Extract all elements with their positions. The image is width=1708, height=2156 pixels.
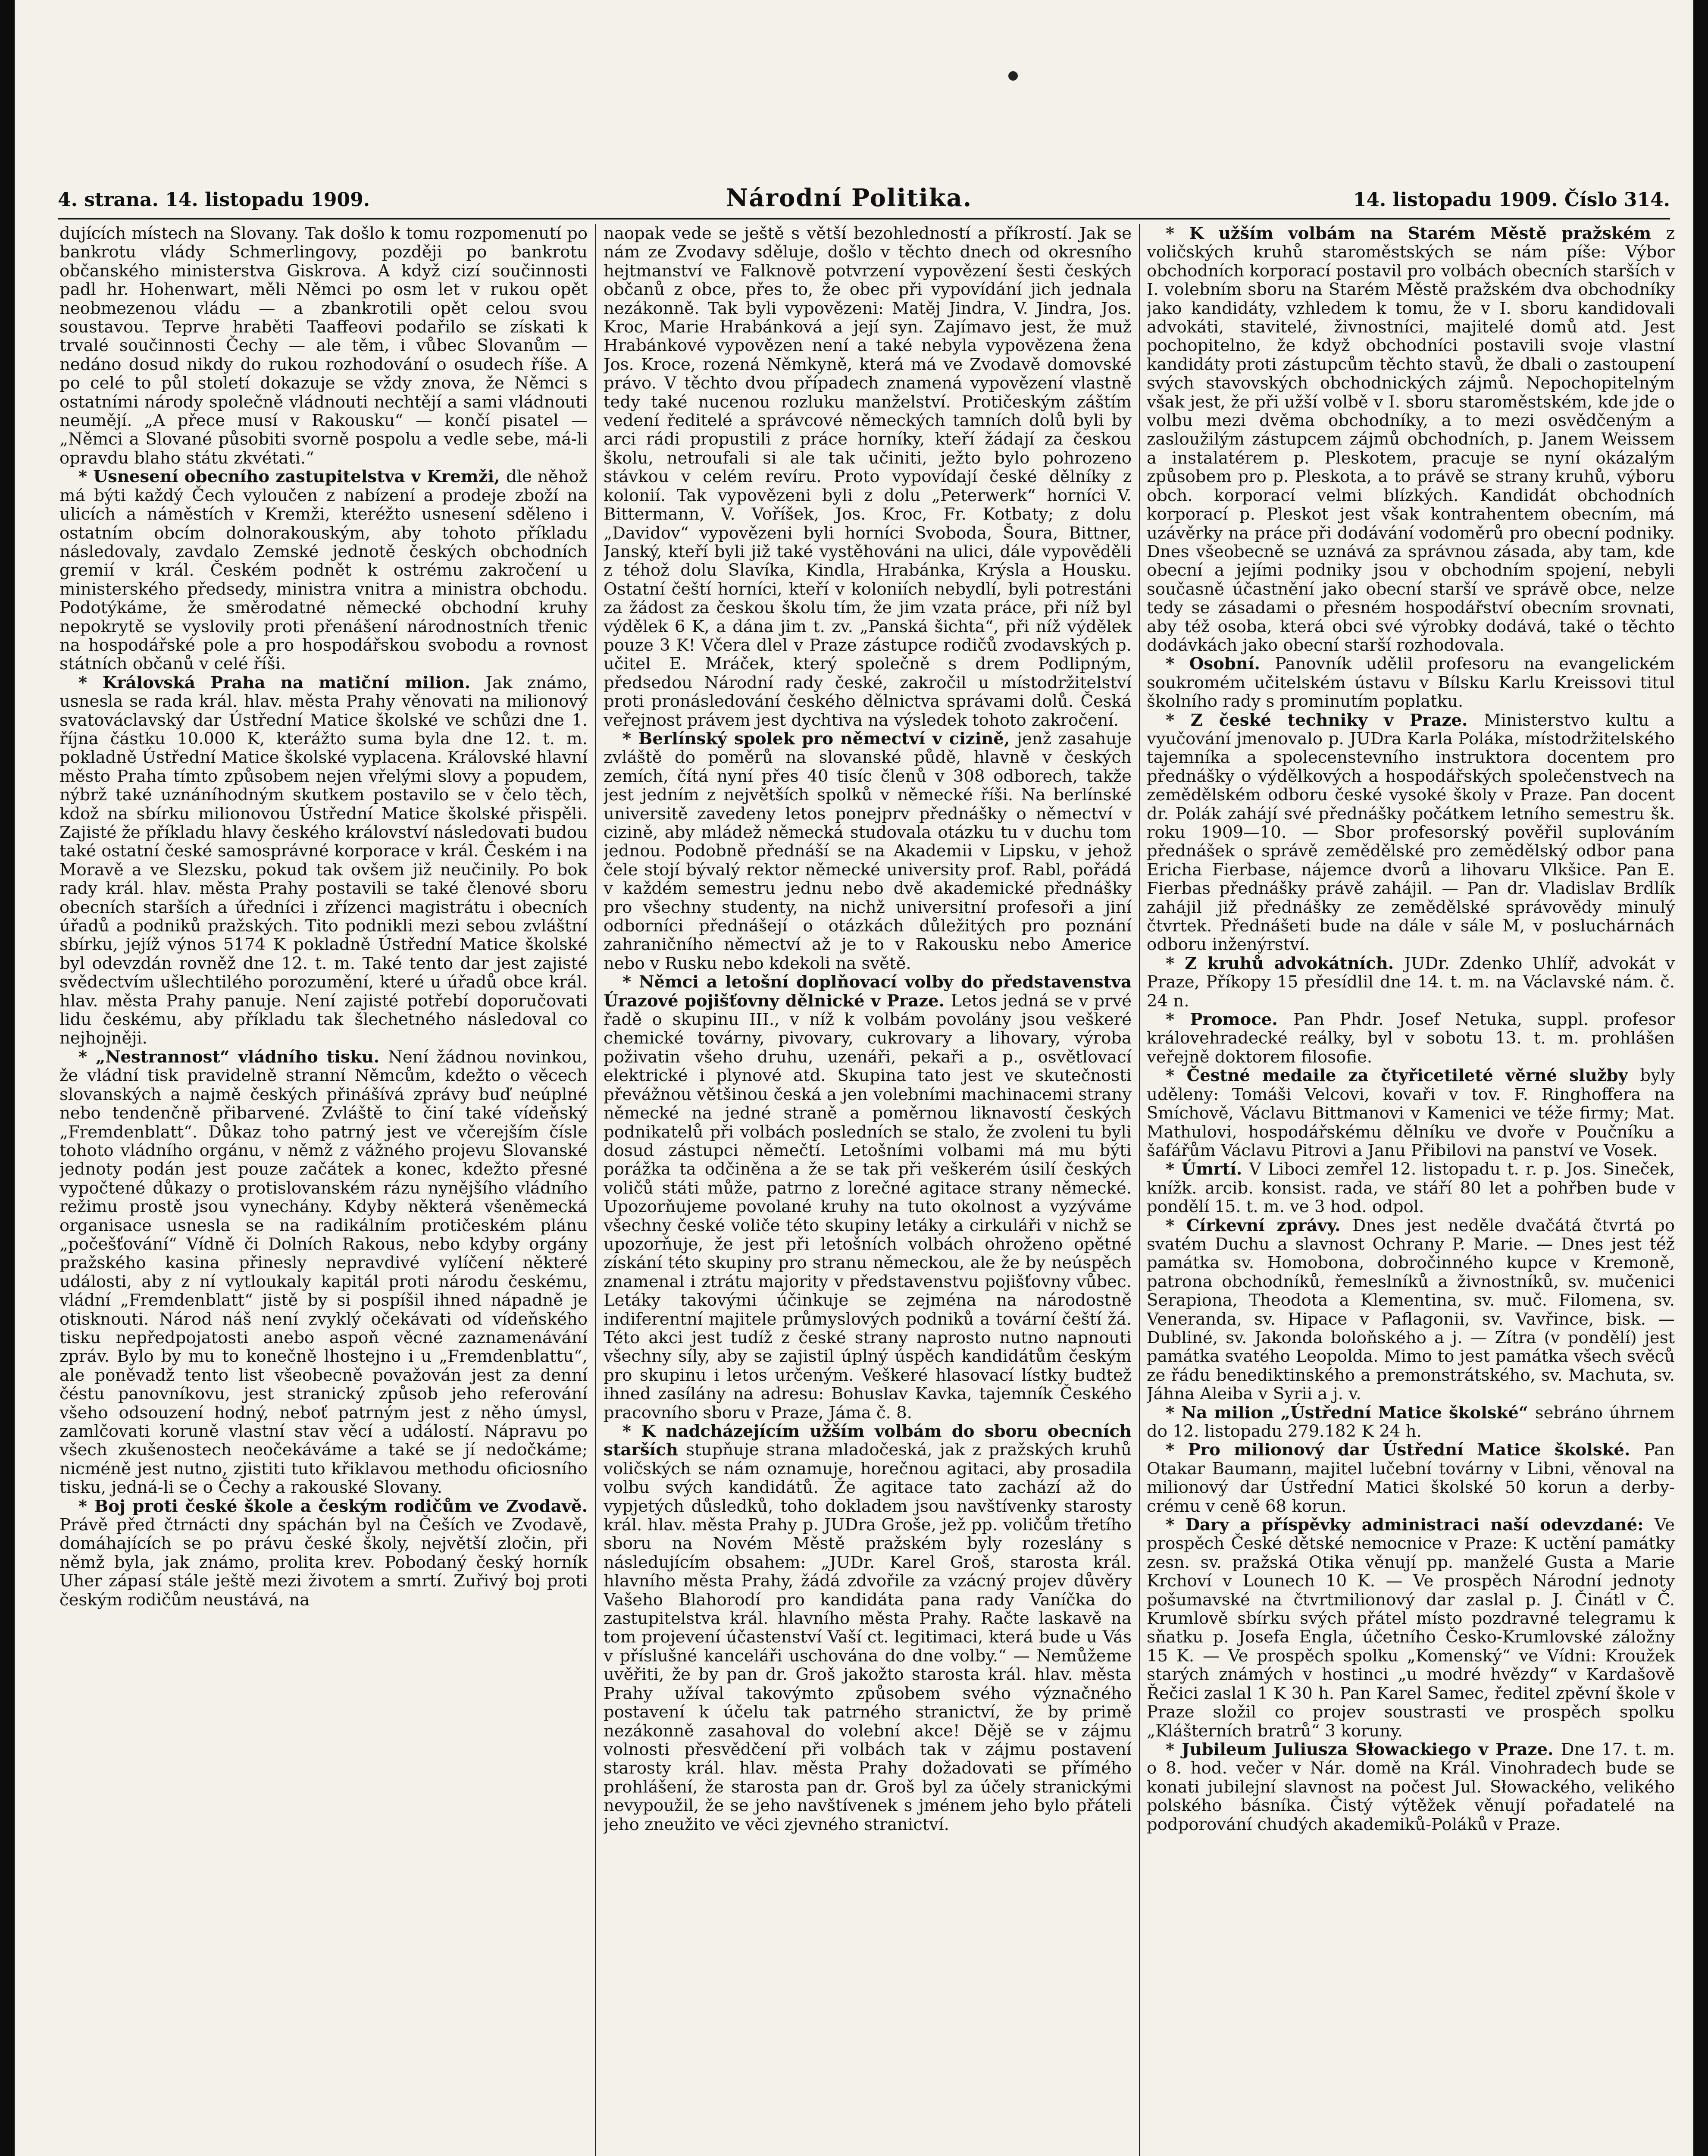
article-body: Jak známo, usnesla se rada král. hlav. města Prahy věnovati na milionový svatováclavský dar Ústřední Matice školské ve schůzi dne 1. října částku 10.000 K, kterážto suma byla dne 12. t. m. pokladně Ústřední Matice školské vyplacena. Královské hlavní město Praha tímto způsobem nejen vřelými slovy a popudem, nýbrž také uznáníhodným skutkem postavilo se v čelo těch, kdož na sbírku milionovou Ústřední Matice školské přispěli. Zajisté že příkladu hlavy českého království následovati budou také ostatní české samosprávné korporace v král. Českém i na Moravě a ve Slezsku, pokud tak ovšem již neučinily. Po bok rady král. hlav. města Prahy postavili se také členové sboru obecních starších a úředníci i zřízenci magistrátu i obecních úřadů a podniků pražských. Tito podnikli mezi sebou zvláštní sbírku, jejíž výnos 5174 K pokladně Ústřední Matice školské byl odevzdán rovněž dne 12. t. m. Také tento dar jest zajisté svědectvím ušlechtilého porozumění, které u úřadů obce král. hlav. města Prahy panuje. Není zajisté potřebí doporučovati lidu českému, aby příkladu tak šlechetného následoval co nejhojněji. [59, 673, 588, 1048]
header-rule [58, 218, 1670, 219]
column-divider [1139, 224, 1140, 2156]
ink-spot [1008, 71, 1018, 81]
article [1147, 1066, 1675, 1160]
article [59, 467, 588, 673]
article [1147, 224, 1675, 655]
article-headline: * Církevní zprávy. [1166, 1216, 1353, 1235]
newspaper-page [15, 0, 1693, 2156]
article-body: Ministerstvo kultu a vyučování jmenovalo p. JUDra Karla Poláka, místodržitelského tajemníka a spolecenstevního instruktora docentem pro přednášky o výdělkových a hospodářských společenstvech na zemědělském odboru české vysoké školy v Praze. Pan docent dr. Polák zahájí své přednášky počátkem letního semestru šk. roku 1909—10. — Sbor profesorský pověřil suplováním přednášek o správě zemědělské pro zemědělský odbor pana Ericha Fierbase, nájemce dvorů a lihovaru Vlkšice. Pan E. Fierbas přednášky právě zahájil. — Pan dr. Vladislav Brdlík zahájil již přednášky ze zemědělské správovědy minulý čtvrtek. Přednášeti bude na dále v sále M, v posluchárnách odboru inženýrství. [1147, 710, 1675, 955]
article [59, 1048, 588, 1497]
article [1147, 1010, 1675, 1066]
article-body: Dnes jest neděle dvačátá čtvrtá po svatém Duchu a slavnost Ochrany P. Marie. — Dnes jest též památka sv. Homobona, dobročinného kupce v Kremoně, patrona obchodníků, řemeslníků a živnostníků, sv. mučenici Serapiona, Theodota a Klementina, sv. muč. Filomena, sv. Veneranda, sv. Hipace v Paflagonii, sv. Vavřince, bisk. — Dubliné, sv. Jakonda boloňského a j. — Zítra (v pondělí) jest památka svatého Leopolda. Mimo to jest památka všech svěců ze řádu benediktinského a premonstrátského, sv. Machuta, sv. Jáhna Aleiba v Syrii a j. v. [1147, 1216, 1675, 1404]
article [1147, 1516, 1675, 1740]
column-2 [604, 224, 1132, 2156]
article-body: Pan Otakar Baumann, majitel lučební továrny v Libni, věnoval na milionový dar Ústřední Matici školské 50 korun a derby-crému v ceně 68 korun. [1147, 1440, 1675, 1516]
article-body: Pan Phdr. Josef Netuka, suppl. profesor královehradecké reálky, byl v sobotu 13. t. m. prohlášen veřejně doktorem filosofie. [1147, 1010, 1675, 1067]
scan-border-left [0, 0, 15, 2156]
article [1147, 954, 1675, 1010]
page-header [58, 181, 1670, 216]
article-headline: * Berlínský spolek pro němectví v cizině, [623, 729, 1017, 749]
article-body: Právě před čtrnácti dny spáchán byl na Češích ve Zvodavě, domáhajících se po právu české školy, největší zločin, při němž byla, jak známo, prolita krev. Pobodaný český horník Uher zápasí stále ještě mezi životem a smrtí. Zuřivý boj proti českým rodičům neustává, na [59, 1515, 588, 1610]
article-headline: * Němci a letošní doplňovací volby do představenstva Úrazové pojišťovny dělnické v Praze. [604, 972, 1132, 1011]
article-body: naopak vede se ještě s větší bezohledností a příkrostí. Jak se nám ze Zvodavy sděluje, došlo v těchto dnech od okresního hejtmanství ve Falknově potvrzení vypovězení šesti českých občanů z obce, přes to, že obec při vypovídání jich jednala nezákonně. Tak byli vypovězeni: Matěj Jindra, V. Jindra, Jos. Kroc, Marie Hrabánková a její syn. Zajímavo jest, že muž Hrabánkové vypovězen není a také nebyla vypovězena žena Jos. Kroce, rozená Němkyně, která má ve Zvodavě domovské právo. V těchto dvou případech znamená vypovězení vlastně tedy také nucenou rozluku manželství. Protičeským záštím vedení ředitelé a správcové německých tamních dolů byli by arci rádi propustili z práce horníky, kteří žádají za českou školu, netroufali si ale tak učiniti, ježto bylo pohrozeno stávkou v celém revíru. Proto vypovídají české dělníky z kolonií. Tak vypovězeni byli z dolu „Peterwerk“ horníci V. Bittermann, V. Voříšek, Jos. Kroc, Fr. Kotbaty; z dolu „Davidov“ vypovězeni byli horníci Svoboda, Šoura, Bittner, Janský, kteří byli již také vystěhováni na ulici, dále vypověděli z téhož dolu Slavíka, Kindla, Hrabánka, Krýsla a Housku. Ostatní čeští horníci, kteří v koloniích nebydlí, byli potrestáni za žádost za českou školu tím, že jim vzata práce, při níž byl výdělek 6 K, a dána jim t. zv. „Panská šichta“, při níž výdělek pouze 3 K! Včera dlel v Praze zástupce rodičů zvodavských p. učitel E. Mráček, který společně s drem Podlipným, předsedou Národní rady české, zakročil u místodržitelství proti pronásledování českého dělnictva správami dolů. Česká veřejnost právem jest dychtiva na výsledek tohoto zakročení. [604, 224, 1132, 730]
header-issue-info: 14. listopadu 1909. Číslo 314. [1353, 189, 1670, 211]
article-headline: * Pro milionový dar Ústřední Matice školské. [1166, 1440, 1644, 1460]
article-headline: * Královská Praha na matiční milion. [78, 673, 486, 693]
article [59, 224, 588, 467]
article-body: Letos jedná se v prvé řadě o skupinu III., v níž k volbám povolány jsou veškeré chemické továrny, pivovary, cukrovary a lihovary, výroba poživatin všeho druhu, uzenáři, pekaři a p., osvětlovací elektrické i plynové atd. Skupina tato jest ve skutečnosti převážnou většinou česká a jen volebními machinacemi strany německé na jedné straně a poměrnou liknavostí českých podnikatelů při volbách posledních se stalo, že zvoleni tu byli dosud zástupci němečtí. Letošními volbami má mu býti porážka ta odčiněna a že se tak při veškerém úsilí českých voličů státi může, patrno z lorečné agitace strany německé. Upozorňujeme povolané kruhy na tuto okolnost a vyzýváme všechny české voliče této skupiny letáky a cirkuláři v nichž se upozorňuje, že jest při letošních volbách ohroženo opětné získání této skupiny pro stranu německou, ale že by neúspěch znamenal i ztrátu majority v představenstvu pojišťovny vůbec. Letáky takovými účinkuje se zejména na národostně indiferentní majitele průmyslových podniků a tovární čeští žá. Této akci jest tudíž z české strany naprosto nutno napnouti všechny síly, aby se zajistil úplný úspěch kandidátům českým pro skupinu i letos určeným. Veškeré hlasovací lístky budtež ihned zasílány na adresu: Bohuslav Kavka, tajemník Českého pracovního sboru v Praze, Jáma č. 8. [604, 991, 1132, 1423]
article [1147, 1404, 1675, 1441]
article-headline: * „Nestrannost“ vládního tisku. [78, 1047, 388, 1067]
article-body: Panovník udělil profesoru na evangelickém soukromém učitelském ústavu v Bílsku Karlu Kreissovi titul školního rady s prominutím poplatku. [1147, 654, 1675, 711]
article-headline: * Z české techniky v Praze. [1166, 710, 1484, 730]
article [1147, 711, 1675, 954]
article-headline: * Usnesení obecního zastupitelstva v Kremži, [78, 467, 506, 487]
article-body: stupňuje strana mladočeská, jak z pražských kruhů voličských se nám oznamuje, horečnou agitaci, aby prosadila volbu svých kandidátů. Že agitace tato zachází až do vypjetých důsledků, toho dokladem jsou navštívenky starosty král. hlav. města Prahy p. JUDra Groše, jež pp. voličům třetího sboru na Novém Městě pražském byly rozeslány s následujícím obsahem: „JUDr. Karel Groš, starosta král. hlavního města Prahy, žádá zdvořile za vzácný projev důvěry Vašeho Blahorodí pro kandidáta pana rady Vaníčka do zastupitelstva král. hlavního města Prahy. Račte laskavě na tom projevení účastenství Vaší ct. legitimaci, která bude u Vás v příslušné kanceláři uschována do dne volby.“ — Nemůžeme uvěřiti, že by pan dr. Groš jakožto starosta král. hlav. města Prahy užíval takovýmto způsobem svého význačného postavení k účelu tak patrného stranictví, že by primě nezákonně zasahoval do volební akce! Dějě se v zájmu volnosti přesvědčení při volbách tak v zájmu postavení starosty král. hlav. města Prahy dožadovati se přímého prohlášení, že starosta pan dr. Groš byl za účely stranickými nevypoužil, že se jeho navštívenek s jménem jeho bylo přáteli jeho zneužito ve věci zjevného stranictví. [604, 1440, 1132, 1834]
article [59, 674, 588, 1048]
article-body: byly uděleny: Tomáši Velcovi, kovaři v tov. F. Ringhoffera na Smíchově, Václavu Bittmanovi v Kamenici ve téže firmy; Mat. Mathulovi, hospodářskému dělníku ve dvoře v Poučníku a šafářům Václavu Pitrovi a Janu Přibilovi na panství ve Vosek. [1147, 1066, 1675, 1160]
column-1 [59, 224, 588, 2156]
article [604, 730, 1132, 973]
article-body: dle něhož má býti každý Čech vyloučen z nabízení a prodeje zboží na ulicích a náměstích v Kremži, kteréžto usnesení sděleno i ostatním obcím dolnorakouským, aby tohoto příkladu následovaly, zavdalo Zemské jednotě českých obchodních gremií v král. Českém podnět k ostrému zakročení u ministerského předsedy, ministra vnitra a ministra obchodu. Podotýkáme, že směrodatné německé obchodní kruhy nepokrytě se vyslovily proti přenášení národnostních třenic na hospodářské pole a pro hospodářskou svobodu a rovnost státních občanů v celé říši. [59, 467, 588, 674]
header-page-info: 4. strana. 14. listopadu 1909. [58, 189, 370, 211]
article-body: sebráno úhrnem do 12. listopadu 279.182 K 24 h. [1147, 1403, 1675, 1441]
article [604, 224, 1132, 730]
article [1147, 1441, 1675, 1516]
article-headline: * Boj proti české škole a českým rodičům ve Zvodavě. [78, 1496, 588, 1516]
article [1147, 655, 1675, 711]
article-headline: * Na milion „Ústřední Matice školské“ [1166, 1403, 1535, 1423]
article-headline: * K nadcházejícím užším volbám do sboru obecních starších [604, 1422, 1132, 1460]
article [59, 1497, 588, 1609]
article-body: Ve prospěch České dětské nemocnice v Praze: K uctění památky zesn. sv. pražská Otika věnují pp. manželé Gusta a Marie Krchoví v Lounech 10 K. — Ve prospěch Národní jednoty pošumavské na čtvrtmilionový dar zaslal p. J. Činátl v Č. Krumlově sbírku svých přátel místo pozdravné telegramu k sňatku p. Josefa Engla, účetního Česko-Krumlovské záložny 15 K. — Ve prospěch spolku „Komenský“ ve Vídni: Kroužek starých známých v hostinci „u modré hvězdy“ v Kardašově Řečici zaslal 1 K 30 h. Pan Karel Samec, ředitel zpěvní škole v Praze složil co projev soustrasti ve prospěch spolku „Klášterních bratrů“ 3 koruny. [1147, 1515, 1675, 1741]
scan-border-right [1693, 0, 1708, 2156]
article-body: jenž zasahuje zvláště do poměrů na slovanské půdě, hlavně v českých zemích, čítá nyní přes 40 tisíc členů v 308 odborech, takže jest jedním z největších spolků v německé říši. Na berlínské universitě zavedeny letos ponejprv přednášky o němectví v cizině, aby mládež německá studovala otázku tu v duchu tom jednou. Podobně přednáší se na Akademii v Lipsku, v jehož čele stojí bývalý rektor německé university prof. Rabl, pořádá v každém semestru jednu nebo dvě akademické přednášky pro všechny studenty, na nichž universitní profesoři a jiní odborníci přednášejí o otázkách důležitých pro poznání zahraničního němectví až je to v Rakousku nebo Americe nebo v Rusku nebo kdekoli na světě. [604, 729, 1132, 973]
article-headline: * Promoce. [1166, 1010, 1294, 1030]
article-body: JUDr. Zdenko Uhlíř, advokát v Praze, Příkopy 15 přesídlil dne 14. t. m. na Václavské nám. č. 24 n. [1147, 953, 1675, 1011]
article-headline: * Jubileum Juliusza Słowackiego v Praze. [1166, 1739, 1561, 1759]
article [1147, 1216, 1675, 1404]
article-body: Dne 17. t. m. o 8. hod. večer v Nár. domě na Král. Vinohradech bude se konati jubilejní slavnost na počest Jul. Słowackého, velikého polského básníka. Čistý výtěžek věnují pořadatelé na podporování chudých akademiků-Poláků v Praze. [1147, 1739, 1675, 1834]
article-headline: * Osobní. [1166, 654, 1275, 674]
masthead-title: Národní Politika. [726, 184, 973, 212]
article [604, 973, 1132, 1422]
article-headline: * Čestné medaile za čtyřicetileté věrné služby [1166, 1066, 1640, 1086]
article-headline: * K užším volbám na Starém Městě pražském [1166, 224, 1666, 243]
article-headline: * Úmrtí. [1166, 1159, 1249, 1179]
article [1147, 1160, 1675, 1216]
column-3 [1147, 224, 1675, 2156]
article-body: dujících místech na Slovany. Tak došlo k tomu rozpomenutí po bankrotu vlády Schmerlingovy, později po bankrotu občanského ministerstva Giskrova. A když cizí součinnosti padl hr. Hohenwart, měli Němci po osm let v rukou opět neobmezenou vládu — a zbankrotili opět celou svou soustavou. Teprve hraběti Taaffeovi podařilo se získati k trvalé součinnosti Čechy — ale těm, i vůbec Slovanům — nedáno dosud nikdy do rukou rozhodování o osudech říše. A po celé to půl století dokazuje se vždy znova, že Němci s ostatními národy společně vládnouti nechtějí a sami vládnouti neumějí. „A přece musí v Rakousku“ — končí pisatel — „Němci a Slované působiti svorně pospolu a vedle sebe, má-li opravdu blaho státu zkvétati.“ [59, 224, 588, 468]
column-divider [595, 224, 596, 2156]
article [1147, 1740, 1675, 1834]
article-headline: * Dary a příspěvky administraci naší odevzdané: [1166, 1515, 1655, 1535]
article-headline: * Z kruhů advokátních. [1166, 953, 1405, 973]
article-body: Není žádnou novinkou, že vládní tisk pravidelně stranní Němcům, kdežto o věcech slovanských a najmě českých přinášívá zprávy buď neúplné nebo tendenčně přibarvené. Zvláště to činí také vídeňský „Fremdenblatt“. Důkaz toho patrný jest ve včerejším čísle tohoto vládního orgánu, v němž z vážného projevu Slovanské jednoty podán jest pouze začátek a konec, kdežto přesné vypočtené důkazy o protislovanském rázu nynějšího vládního režimu prostě jsou vynechány. Kdyby některá všeněmecká organisace usnesla se na radikálním protičeském plánu „počešťování“ Vídně či Dolních Rakous, nebo kdyby orgány pražského kasina přinesly nepravdivé vylíčení některé události, aby z ní vytloukaly kapitál proti národu českému, vládní „Fremdenblatt“ jistě by si pospíšil ihned nápadně je otisknouti. Národ náš není zvyklý očekávati od vídeňského tisku nepředpojatosti anebo aspoň věcné zaznamenávání zpráv. Bylo by mu to konečně lhostejno i u „Fremdenblattu“, ale poněvadž tento list všeobecně považován jest za denní čéstu panovníkovu, jest stranický způsob jeho referování všeho odsouzení hodný, neboť patrným jest z něho úmysl, zamlčovati koruně vlastní stav věcí a událostí. Nápravu po všech zkušenostech neočekáváme a také se jí nedočkáme; nicméně jest nutno, zjistiti tuto křiklavou methodu oficiosního tisku, jedná-li se o Čechy a rakouské Slovany. [59, 1047, 588, 1498]
article [604, 1422, 1132, 1834]
article-body: z voličských kruhů staroměstských se nám píše: Výbor obchodních korporací postavil pro volbách obecních starších v I. volebním sboru na Starém Městě pražském dva obchodníky jako kandidáty, vzhledem k tomu, že v I. sboru kandidovali advokáti, stavitelé, živnostníci, majitelé domů atd. Jest pochopitelno, že když obchodníci postavili svoje vlastní kandidáty proti zástupcům těchto stavů, že dbali o zastoupení svých stavovských obchodnických zájmů. Nepochopitelným však jest, že při užší volbě v I. sboru staroměstském, kde jde o volbu mezi dvěma obchodníky, a to mezi osvědčeným a zasloužilým zástupcem zájmů obchodních, p. Janem Weissem a instalatérem p. Pleskotem, pracuje se nyní okázalým způsobem pro p. Pleskota, a to právě se strany kruhů, výboru obch. korporací velmi blízkých. Kandidát obchodních korporací p. Pleskot jest však kontrahentem obecním, má uzávěrky na práce při dodávání vodoměrů pro obecní podniky. Dnes všeobecně se uznává za správnou zásada, aby tam, kde obecní a jejími podniky jsou v obchodním spojení, nebyli současně účastnění jako obecní starší ve správě obce, nelze tedy se zásadami o přesném hospodářství obecním srovnati, aby též osoba, která obci své výrobky dodává, také o těchto dodávkách jako obecní starší rozhodovala. [1147, 224, 1675, 655]
article-body: V Liboci zemřel 12. listopadu t. r. p. Jos. Sineček, knížk. arcib. konsist. rada, ve stáří 80 let a pohřben bude v pondělí 15. t. m. ve 3 hod. odpol. [1147, 1159, 1675, 1217]
